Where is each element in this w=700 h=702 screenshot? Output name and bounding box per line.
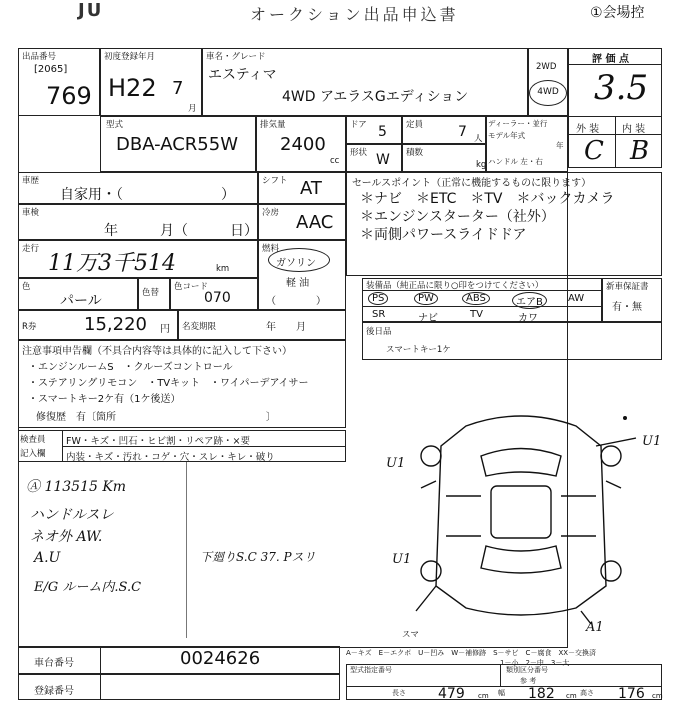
int-label: 内 装 <box>622 124 646 135</box>
first-reg-era: H22 <box>108 74 157 102</box>
lot-sub: [2065] <box>34 64 68 75</box>
dealer-label: ディーラー・並行 <box>488 119 548 128</box>
warranty-value: 有・無 <box>612 302 642 313</box>
fuel-light-oil: 軽 油 <box>286 278 310 289</box>
chassis-number: 0024626 <box>180 648 261 669</box>
recycle-label: R券 <box>22 322 37 332</box>
diagram-label-underbody: 下廻りS.C 37. Pスリ <box>200 550 316 564</box>
score-value: 3.5 <box>594 68 649 108</box>
displacement-label: 排気量 <box>260 120 286 130</box>
handle-label: ハンドル 左・右 <box>488 157 543 166</box>
color-code-label: 色コード <box>174 282 209 292</box>
chassis-label: 車台番号 <box>34 658 74 669</box>
inspector-label-2: 記入欄 <box>20 449 46 459</box>
inspector-note-5: E/G ルーム内.S.C <box>34 580 142 595</box>
capacity-label: 定員 <box>406 120 424 130</box>
load-label: 積数 <box>406 148 424 158</box>
mileage-value: 11万3千514 <box>48 251 176 276</box>
sales-label: セールスポイント（正常に機能するものに限ります） <box>352 178 592 189</box>
ref-label: 参 考 <box>520 677 537 685</box>
inspector-row-2: 内装・キズ・汚れ・コゲ・穴・スレ・キレ・破り <box>66 452 275 463</box>
sales-line-3: ＊両側パワースライドドア <box>360 227 527 243</box>
equip-ps: PS <box>368 292 388 305</box>
shift-value: AT <box>300 178 322 199</box>
mileage-unit: km <box>216 264 230 274</box>
equip-abs: ABS <box>462 292 490 305</box>
width-label: 幅 <box>498 689 505 697</box>
shape-label: 形状 <box>350 148 368 158</box>
load-unit: kg <box>476 160 487 170</box>
diagram-label-u1-lower: U1 <box>392 552 412 567</box>
diagram-label-u1-right: U1 <box>642 434 662 449</box>
fuel-gasoline: ガソリン <box>276 258 316 269</box>
notes-repair: 修復歴 有〔箇所 〕 <box>36 412 276 423</box>
equip-navi: ナビ <box>418 313 438 324</box>
notes-label: 注意事項申告欄（不具合内容等は具体的に記入して下さい） <box>22 346 292 357</box>
ext-label: 外 装 <box>576 124 600 135</box>
diagram-legend-2: 1－小 2－中 3－大 <box>500 659 570 667</box>
diagram-label-u1-left: U1 <box>386 456 406 471</box>
fuel-label: 燃料 <box>262 244 280 254</box>
vehicle-label: 車名・グレード <box>206 52 266 62</box>
vehicle-name: エスティマ <box>208 67 277 83</box>
corner-label: ①会場控 <box>590 5 645 21</box>
vehicle-grade: 4WD アエラスGエディション <box>282 89 469 105</box>
displacement-value: 2400 <box>280 134 326 155</box>
after-value: スマートキー1ケ <box>386 345 451 355</box>
length-unit: cm <box>478 692 489 700</box>
capacity-value: 7 <box>458 124 467 140</box>
recycle-value: 15,220 <box>84 314 147 335</box>
diagram-label-smart: スマ <box>402 630 419 640</box>
height-unit: cm <box>652 692 663 700</box>
notes-line-2: ・ステアリングリモコン ・TVキット ・ワイパーデアイサー <box>28 378 309 389</box>
recycle-unit: 円 <box>160 324 170 335</box>
score-label: 評 価 点 <box>592 54 629 65</box>
doors-value: 5 <box>378 124 387 140</box>
inspector-row-1: FW・キズ・凹石・ヒビ割・リペア跡・×要 <box>66 436 250 447</box>
width-unit: cm <box>566 692 577 700</box>
reg-label: 登録番号 <box>34 686 74 697</box>
header-title: オークション出品申込書 <box>250 5 459 24</box>
fuel-blank: （ ） <box>266 296 326 307</box>
color-value: パール <box>60 293 102 309</box>
class-label: 類別区分番号 <box>506 666 548 674</box>
model-label: 型式 <box>106 120 124 130</box>
warranty-label: 新車保証書 <box>606 282 649 292</box>
inspector-note-2: ハンドルスレ <box>30 507 114 523</box>
drive-2wd: 2WD <box>536 62 557 72</box>
ext-score: C <box>584 136 604 166</box>
fuel-gasoline-circle <box>268 248 330 272</box>
notes-line-1: ・エンジンルームS ・クルーズコントロール <box>28 362 233 373</box>
equip-aw: AW <box>568 293 585 304</box>
name-change-label: 名変期限 <box>182 322 217 332</box>
sales-line-2: ＊エンジンスターター（社外） <box>360 209 555 225</box>
height-value: 176 <box>618 686 645 702</box>
lot-label: 出品番号 <box>22 52 57 62</box>
model-value: DBA-ACR55W <box>116 134 239 155</box>
color-label: 色 <box>22 282 31 292</box>
model-year-label: モデル年式 <box>488 131 526 140</box>
model-year-unit: 年 <box>556 141 564 150</box>
first-reg-month: 7 <box>172 78 184 99</box>
inspector-note-3: ネオ外 AW. <box>30 529 103 545</box>
aircon-label: 冷房 <box>262 208 280 218</box>
drive-4wd-circled: 4WD <box>529 80 567 106</box>
capacity-unit: 人 <box>474 134 483 144</box>
after-label: 後日品 <box>366 327 392 337</box>
history-value: 自家用・（ ） <box>60 187 235 203</box>
sales-line-1: ＊ナビ ＊ETC ＊TV ＊バックカメラ <box>360 191 615 207</box>
equip-leather: カワ <box>518 313 538 324</box>
first-reg-month-unit: 月 <box>188 104 197 114</box>
doors-label: ドア <box>350 120 367 130</box>
equip-pw: PW <box>414 292 438 305</box>
history-label: 車歴 <box>22 176 40 186</box>
inspection-value: 年 月（ 日） <box>104 223 258 239</box>
equipment-label: 装備品（純正品に限り○印をつけてください） <box>366 281 544 291</box>
notes-line-3: ・スマートキー2ケ有（1ケ後送） <box>28 394 181 405</box>
color-code: 070 <box>204 290 231 306</box>
car-diagram <box>396 396 646 626</box>
equip-tv: TV <box>470 309 483 320</box>
header-logo: JU <box>78 0 104 21</box>
equip-sr: SR <box>372 309 386 320</box>
name-change-ym: 年 月 <box>266 322 306 333</box>
diagram-legend-1: A－キズ E－エクボ U－凹み W－補修跡 S－サビ C－腐食 XX－交換済 <box>346 649 597 657</box>
diagram-label-a1: A1 <box>586 620 604 635</box>
displacement-unit: cc <box>330 156 340 166</box>
cert-label: 型式指定番号 <box>350 666 392 674</box>
equip-airbag: エアB <box>512 292 547 309</box>
color-change-label: 色替 <box>142 288 160 298</box>
mileage-label: 走行 <box>22 244 40 254</box>
shift-label: シフト <box>262 176 288 186</box>
aircon-value: AAC <box>296 212 334 233</box>
inspector-note-1: Ⓐ 113515 Km <box>26 479 127 495</box>
shape-value: W <box>376 152 390 168</box>
length-label: 長さ <box>392 689 406 697</box>
int-score: B <box>630 136 650 166</box>
inspector-note-4: A.U <box>34 550 61 566</box>
inspector-label-1: 検査員 <box>20 435 46 445</box>
lot-number: 769 <box>46 82 92 110</box>
first-reg-label: 初度登録年月 <box>104 52 156 62</box>
length-value: 479 <box>438 686 465 702</box>
inspection-label: 車検 <box>22 208 40 218</box>
height-label: 高さ <box>580 689 594 697</box>
width-value: 182 <box>528 686 555 702</box>
